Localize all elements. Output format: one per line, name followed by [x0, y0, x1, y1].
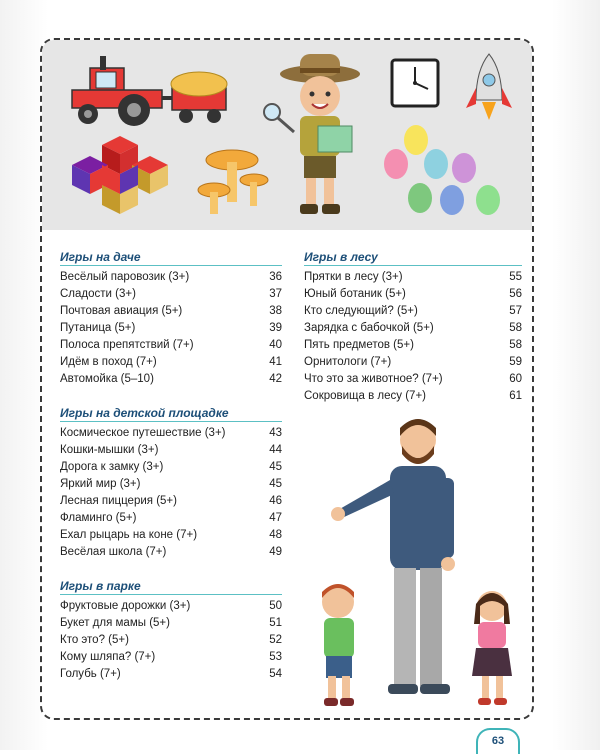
entry-label: Дорога к замку (3+): [60, 461, 164, 473]
clock-icon: [392, 60, 438, 106]
entry-label: Сладости (3+): [60, 288, 136, 300]
content-frame: [40, 38, 534, 720]
toc-section: [60, 250, 282, 388]
entry-page: 45: [269, 461, 282, 473]
entry-label: Кому шляпа? (7+): [60, 651, 156, 663]
toc-entry[interactable]: [304, 320, 522, 337]
toc-section: [304, 250, 522, 405]
section-title: Игры в лесу: [304, 250, 522, 266]
entry-label: Сокровища в лесу (7+): [304, 390, 426, 402]
entry-label: Ехал рыцарь на коне (7+): [60, 529, 198, 541]
section-title: Игры в парке: [60, 579, 282, 595]
entry-page: 58: [509, 339, 522, 351]
entry-page: 51: [269, 617, 282, 629]
section-title: Игры на детской площадке: [60, 406, 282, 422]
entry-label: Идём в поход (7+): [60, 356, 157, 368]
entry-label: Лесная пиццерия (5+): [60, 495, 177, 507]
toc-entry[interactable]: [304, 286, 522, 303]
entry-label: Космическое путешествие (3+): [60, 427, 226, 439]
entry-page: 42: [269, 373, 282, 385]
entry-label: Фламинго (5+): [60, 512, 137, 524]
toc-entry[interactable]: [60, 476, 282, 493]
entry-page: 43: [269, 427, 282, 439]
entry-page: 49: [269, 546, 282, 558]
entry-label: Яркий мир (3+): [60, 478, 141, 490]
entry-page: 54: [269, 668, 282, 680]
entry-page: 48: [269, 529, 282, 541]
section-title: Игры на даче: [60, 250, 282, 266]
balloons-icon: [384, 125, 500, 215]
entry-page: 39: [269, 322, 282, 334]
toc-entry[interactable]: [304, 388, 522, 405]
entry-page: 45: [269, 478, 282, 490]
tractor-icon: [72, 56, 227, 126]
entry-label: Автомойка (5–10): [60, 373, 154, 385]
entry-page: 52: [269, 634, 282, 646]
contents-left-column: [60, 250, 282, 701]
entry-label: Полоса препятствий (7+): [60, 339, 194, 351]
entry-page: 50: [269, 600, 282, 612]
toc-entry[interactable]: [60, 527, 282, 544]
toc-entry[interactable]: [60, 615, 282, 632]
toc-entry[interactable]: [304, 269, 522, 286]
explorer-boy-icon: [264, 54, 360, 214]
toc-entry[interactable]: [60, 649, 282, 666]
toc-entry[interactable]: [60, 598, 282, 615]
entry-label: Букет для мамы (5+): [60, 617, 170, 629]
toc-entry[interactable]: [60, 354, 282, 371]
banner-illustrations: [42, 40, 532, 230]
page-number: 63: [476, 728, 520, 754]
entry-page: 61: [509, 390, 522, 402]
cubes-icon: [72, 136, 168, 214]
toc-entry[interactable]: [60, 320, 282, 337]
entry-page: 56: [509, 288, 522, 300]
entry-page: 44: [269, 444, 282, 456]
entry-label: Орнитологи (7+): [304, 356, 392, 368]
entry-label: Кто это? (5+): [60, 634, 129, 646]
toc-entry[interactable]: [304, 337, 522, 354]
toc-entry[interactable]: [304, 354, 522, 371]
toc-entry[interactable]: [60, 371, 282, 388]
toc-entry[interactable]: [60, 303, 282, 320]
toc-entry[interactable]: [60, 442, 282, 459]
rocket-icon: [466, 54, 512, 120]
toc-entry[interactable]: [60, 666, 282, 683]
entry-label: Весёлый паровозик (3+): [60, 271, 190, 283]
entry-page: 41: [269, 356, 282, 368]
entry-label: Почтовая авиация (5+): [60, 305, 183, 317]
entry-page: 47: [269, 512, 282, 524]
entry-label: Весёлая школа (7+): [60, 546, 167, 558]
entry-page: 57: [509, 305, 522, 317]
entry-label: Фруктовые дорожки (3+): [60, 600, 191, 612]
toc-entry[interactable]: [60, 632, 282, 649]
entry-page: 37: [269, 288, 282, 300]
toc-entry[interactable]: [60, 286, 282, 303]
toc-section: [60, 406, 282, 561]
toc-entry[interactable]: [304, 371, 522, 388]
entry-page: 46: [269, 495, 282, 507]
entry-label: Голубь (7+): [60, 668, 121, 680]
toc-section: [60, 579, 282, 683]
entry-label: Юный ботаник (5+): [304, 288, 406, 300]
entry-label: Зарядка с бабочкой (5+): [304, 322, 434, 334]
entry-label: Кошки-мышки (3+): [60, 444, 159, 456]
toc-entry[interactable]: [60, 425, 282, 442]
entry-label: Кто следующий? (5+): [304, 305, 418, 317]
illustration-banner: [42, 40, 532, 230]
entry-page: 59: [509, 356, 522, 368]
entry-label: Прятки в лесу (3+): [304, 271, 403, 283]
toc-entry[interactable]: [60, 544, 282, 561]
toc-entry[interactable]: [304, 303, 522, 320]
entry-page: 36: [269, 271, 282, 283]
entry-page: 53: [269, 651, 282, 663]
toc-entry[interactable]: [60, 493, 282, 510]
entry-label: Путаница (5+): [60, 322, 136, 334]
entry-page: 60: [509, 373, 522, 385]
boy-icon: [322, 584, 354, 706]
toc-entry[interactable]: [60, 337, 282, 354]
entry-page: 40: [269, 339, 282, 351]
toc-entry[interactable]: [60, 459, 282, 476]
entry-page: 55: [509, 271, 522, 283]
girl-icon: [472, 591, 512, 705]
toc-entry[interactable]: [60, 269, 282, 286]
toc-entry[interactable]: [60, 510, 282, 527]
entry-label: Пять предметов (5+): [304, 339, 414, 351]
mushrooms-icon: [198, 150, 268, 214]
entry-page: 38: [269, 305, 282, 317]
family-illustration: [298, 418, 528, 714]
contents-right-column: [304, 250, 522, 423]
entry-label: Что это за животное? (7+): [304, 373, 443, 385]
entry-page: 58: [509, 322, 522, 334]
